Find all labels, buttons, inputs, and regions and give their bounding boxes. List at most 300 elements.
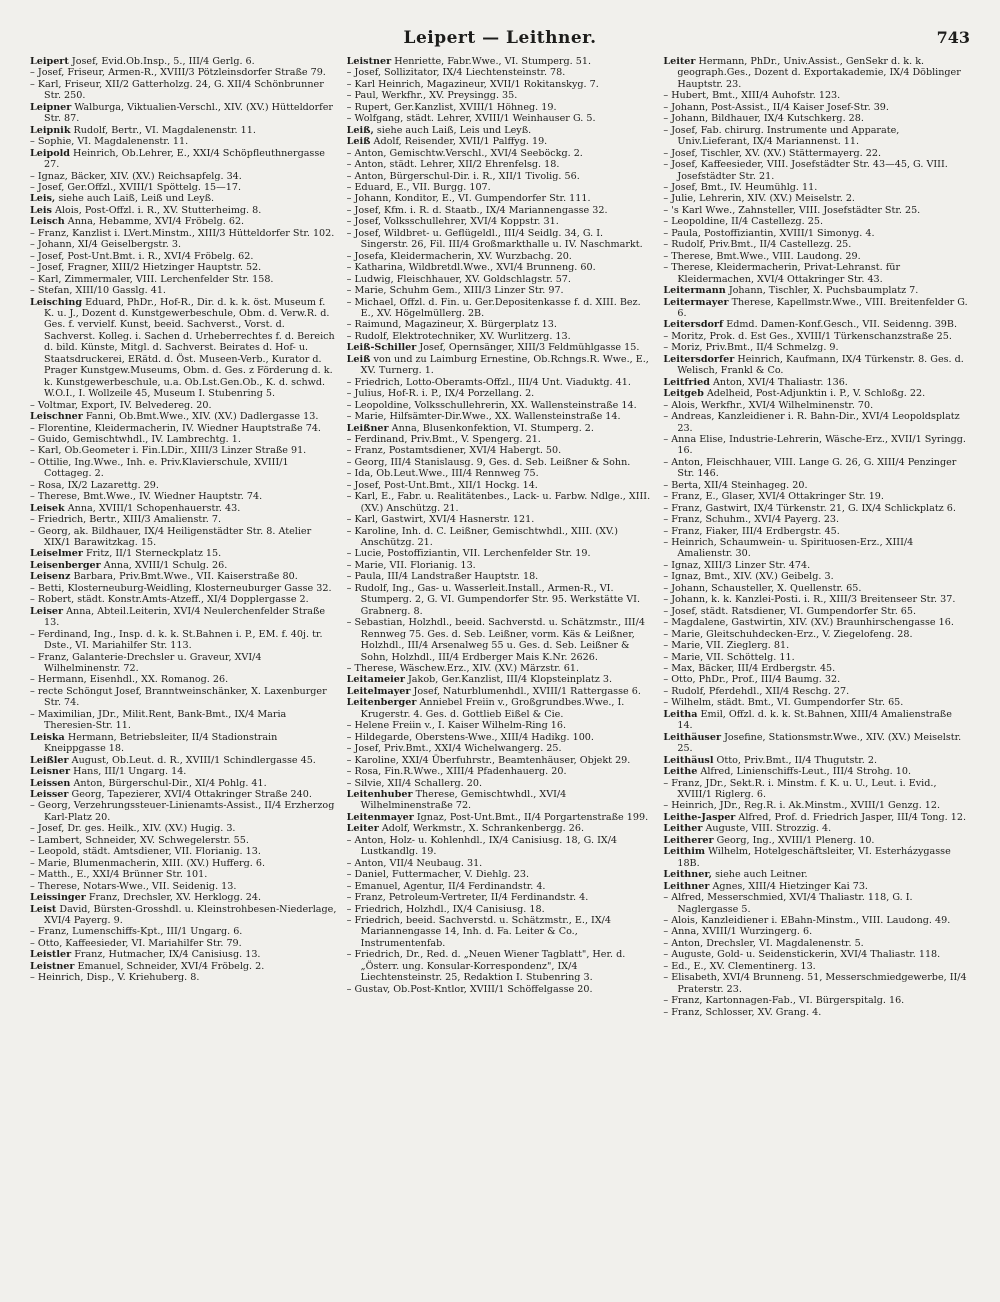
- entry-details: – Rudolf, Priv.Bmt., II/4 Castellezg. 25.: [663, 239, 852, 251]
- entry-details: Josef, Naturblumenhdl., XVIII/1 Rattergasse 6.: [413, 685, 641, 697]
- directory-entry: [663, 812, 970, 823]
- directory-entry: [30, 400, 337, 411]
- directory-entry: [30, 434, 337, 445]
- entry-details: – Ed., E., XV. Clementinerg. 13.: [663, 960, 816, 972]
- entry-details: – Magdalene, Gastwirtin, XIV. (XV.) Braunhirschengasse 16.: [663, 617, 954, 629]
- entry-details: – Auguste, Gold- u. Seidenstickerin, XVI/4 Thaliastr. 118.: [663, 949, 941, 961]
- directory-entry: [347, 56, 654, 67]
- entry-details: – Georg, Verzehrungssteuer-Linienamts-Assist., II/4 Erzherzog Karl-Platz 20.: [30, 800, 335, 823]
- entry-details: – Paula, Postoffiziantin, XVIII/1 Simonyg. 4.: [663, 227, 875, 239]
- entry-details: – Otto, Kaffeesieder, VI. Mariahilfer Str. 79.: [30, 937, 242, 949]
- entry-surname: Leitherer: [663, 834, 714, 846]
- directory-entry: [663, 652, 970, 663]
- entry-details: Edmd. Damen-Konf.Gesch., VII. Seidenng. 39B.: [726, 319, 958, 331]
- entry-details: – Marie, Gleitschuhdecken-Erz., V. Ziegelofeng. 28.: [663, 628, 913, 640]
- directory-entry: [347, 148, 654, 159]
- directory-entry: [663, 205, 970, 216]
- directory-entry: [663, 216, 970, 227]
- entry-details: – Friedrich, Bertr., XIII/3 Amalienstr. 7.: [30, 514, 222, 526]
- directory-entry: [347, 113, 654, 124]
- entry-details: – Josef, Kaffeesieder, VIII. Josefstädter Str. 43—45, G. VIII. Josefstädter Str. 21.: [663, 159, 948, 182]
- directory-entry: [347, 571, 654, 582]
- entry-details: – Josef, Sollizitator, IX/4 Liechtensteinstr. 78.: [346, 67, 566, 79]
- entry-details: Rudolf, Bertr., VI. Magdalenenstr. 11.: [73, 124, 256, 136]
- entry-details: – Ferdinand, Priv.Bmt., V. Spengerg. 21.: [346, 433, 541, 445]
- entry-details: – Marie, Schuhm Gem., XIII/3 Linzer Str. 97.: [346, 285, 564, 297]
- entry-details: Anna, Abteil.Leiterin, XVI/4 Neulerchenfelder Straße 13.: [44, 605, 326, 629]
- entry-details: – Sebastian, Holzhdl., beeid. Sachverstd. u. Schätzmstr., III/4 Rennweg 75. Ges. d. Seb. Leißner, vorm. Käs & Leißner, Holzhdl., III/4 Arsenalweg 55 u. Ges. d. Seb. Leißner & Sohn, Holzhdl., III/4 Erdberger Mais K.Nr. 2626.: [346, 617, 645, 663]
- entry-details: – Raimund, Magazineur, X. Bürgerplatz 13.: [346, 319, 557, 331]
- entry-surname: Leipold: [30, 147, 70, 159]
- entry-details: – Ignaz, Bmt., XIV. (XV.) Geibelg. 3.: [663, 571, 834, 583]
- directory-entry: [347, 812, 654, 823]
- entry-details: – Michael, Offzl. d. Fin. u. Ger.Depositenkasse f. d. XIII. Bez. E., XV. Högelmüllerg. 2B.: [346, 296, 641, 319]
- entry-details: – Robert, städt. Konstr.Amts-Atzeff., XI/4 Dopplergasse 2.: [30, 594, 309, 606]
- directory-entry: [663, 823, 970, 834]
- entry-details: – Anton, städt. Lehrer, XII/2 Ehrenfelsg. 18.: [346, 159, 560, 171]
- entry-details: – Rosa, IX/2 Lazarettg. 29.: [30, 479, 159, 491]
- directory-entry: [30, 79, 337, 102]
- entry-details: Emil, Offzl. d. k. k. St.Bahnen, XIII/4 Amalienstraße 14.: [677, 708, 952, 732]
- directory-entry: [30, 629, 337, 652]
- entry-details: – Matth., E., XXI/4 Brünner Str. 101.: [30, 869, 208, 881]
- directory-entry: [30, 869, 337, 880]
- directory-entry: [663, 297, 970, 320]
- entry-details: – Anna, XVIII/1 Wurzingerg. 6.: [663, 926, 813, 938]
- entry-details: – Marie, Blumenmacherin, XIII. (XV.) Hufferg. 6.: [30, 857, 266, 869]
- directory-entry: [663, 800, 970, 811]
- entry-details: – Silvie, XII/4 Schallerg. 20.: [346, 777, 483, 789]
- directory-entry: [30, 503, 337, 514]
- directory-entry: [663, 262, 970, 285]
- entry-details: – Franz, Galanterie-Drechsler u. Graveur, XVI/4 Wilhelminenstr. 72.: [30, 651, 262, 675]
- directory-entry: [30, 571, 337, 582]
- entry-details: – Therese, Kleidermacherin, Privat-Lehranst. für Kleidermachen, XVI/4 Ottakringer Str. 43.: [663, 262, 901, 285]
- directory-entry: [30, 926, 337, 937]
- directory-entry: [347, 319, 654, 330]
- directory-entry: [663, 995, 970, 1006]
- entry-details: – Maximilian, JDr., Milit.Rent, Bank-Bmt., IX/4 Maria Theresien-Str. 11.: [30, 708, 287, 732]
- directory-entry: [347, 205, 654, 216]
- directory-entry: [30, 789, 337, 800]
- entry-details: – Franz, Petroleum-Vertreter, II/4 Ferdinandstr. 4.: [346, 892, 589, 904]
- directory-entry: [30, 674, 337, 685]
- entry-details: Barbara, Priv.Bmt.Wwe., VII. Kaiserstraße 80.: [73, 571, 298, 583]
- directory-entry: [30, 778, 337, 789]
- directory-entry: [347, 674, 654, 685]
- directory-entry: [347, 159, 654, 170]
- entry-details: – Josef, Bmt., IV. Heumühlg. 11.: [663, 181, 818, 193]
- entry-details: – Elisabeth, XVI/4 Brunneng. 51, Messerschmiedgewerbe, II/4 Praterstr. 23.: [663, 972, 967, 995]
- entry-details: – Franz, Schlosser, XV. Grang. 4.: [663, 1006, 822, 1018]
- entry-details: – Anton, VII/4 Neubaug. 31.: [346, 857, 483, 869]
- entry-details: – Johann, XI/4 Geiselbergstr. 3.: [30, 239, 182, 251]
- entry-details: – Rudolf, Elektrotechniker, XV. Wurlitzerg. 13.: [346, 330, 571, 342]
- entry-details: – Josef, Ger.Offzl., XVIII/1 Spöttelg. 15—17.: [30, 181, 242, 193]
- entry-details: – Karl, Friseur, XII/2 Gatterholzg. 24, G. XII/4 Schönbrunner Str. 250.: [30, 78, 324, 102]
- entry-details: – Josef, Volksschullehrer, XVI/4 Koppstr. 31.: [346, 216, 559, 228]
- entry-surname: Leither: [663, 823, 703, 835]
- directory-entry: [30, 949, 337, 960]
- entry-details: Franz, Drechsler, XV. Herklogg. 24.: [88, 892, 262, 904]
- directory-entry: [663, 125, 970, 148]
- directory-entry: [663, 594, 970, 605]
- entry-details: Therese, Kapellmstr.Wwe., VIII. Breitenfelder G. 6.: [677, 296, 968, 319]
- directory-entry: [347, 548, 654, 559]
- entry-surname: Leiter: [346, 823, 379, 835]
- directory-entry: [30, 709, 337, 732]
- directory-entry: [663, 193, 970, 204]
- entry-details: – Paul, Werkfhr., XV. Preysingg. 35.: [346, 90, 518, 102]
- directory-entry: [30, 285, 337, 296]
- entry-surname: Leiß,: [346, 124, 374, 136]
- directory-entry: [347, 583, 654, 617]
- directory-entry: [347, 136, 654, 147]
- entry-surname: Leitersdorfer: [663, 353, 735, 365]
- entry-details: – Heinrich, JDr., Reg.R. i. Ak.Minstm., XVIII/1 Genzg. 12.: [663, 800, 941, 812]
- entry-details: – Therese, Notars-Wwe., VII. Seidenig. 13.: [30, 880, 237, 892]
- directory-entry: [663, 148, 970, 159]
- entry-surname: Leitermayer: [663, 296, 729, 308]
- entry-details: Hermann, Betriebsleiter, II/4 Stadionstrain Kneippgasse 18.: [44, 731, 278, 755]
- entry-surname: Leithner,: [663, 869, 713, 881]
- directory-entry: [663, 503, 970, 514]
- entry-details: – Josef, Fragner, XIII/2 Hietzinger Hauptstr. 52.: [30, 262, 262, 274]
- entry-details: Hermann, PhDr., Univ.Assist., GenSekr d. k. k. geograph.Ges., Dozent d. Exportakademie, IX/4 Döblinger Hauptstr. 23.: [677, 56, 961, 90]
- directory-entry: [663, 881, 970, 892]
- entry-surname: Leitenmayer: [346, 811, 414, 823]
- entry-details: siehe auch Laiß, Leis und Leyß.: [376, 124, 532, 136]
- entry-details: – Marie, Hilfsämter-Dir.Wwe., XX. Wallensteinstraße 14.: [346, 411, 621, 423]
- directory-entry: [663, 526, 970, 537]
- entry-details: Anna, XVIII/1 Schopenhauerstr. 43.: [67, 502, 241, 514]
- directory-entry: [347, 732, 654, 743]
- entry-details: – Josef, Priv.Bmt., XXI/4 Wichelwangerg. 25.: [346, 743, 562, 755]
- directory-entry: [347, 789, 654, 812]
- column-2: [347, 56, 654, 1288]
- directory-entry: [347, 297, 654, 320]
- directory-entry: [30, 732, 337, 755]
- directory-entry: [30, 938, 337, 949]
- directory-entry: [347, 228, 654, 251]
- entry-surname: Leiser: [30, 605, 64, 617]
- entry-details: – Sophie, VI. Magdalenenstr. 11.: [30, 136, 189, 148]
- directory-entry: [347, 869, 654, 880]
- directory-entry: [663, 514, 970, 525]
- entry-surname: Leis: [30, 204, 52, 216]
- entry-details: – Gustav, Ob.Post-Kntlor, XVIII/1 Schöffelgasse 20.: [346, 983, 593, 995]
- entry-details: Anton, Bürgerschul-Dir., XI/4 Pohlg. 41.: [73, 777, 267, 789]
- entry-details: Walburga, Viktualien-Verschl., XIV. (XV.) Hütteldorfer Str. 87.: [44, 101, 333, 125]
- directory-entry: [30, 193, 337, 204]
- entry-surname: Leitenberger: [346, 697, 417, 709]
- entry-details: – recte Schöngut Josef, Branntweinschänker, X. Laxenburger Str. 74.: [30, 685, 327, 709]
- directory-entry: [347, 766, 654, 777]
- directory-entry: [30, 56, 337, 67]
- directory-entry: [347, 171, 654, 182]
- entry-details: – Franz, Fiaker, III/4 Erdbergstr. 45.: [663, 525, 840, 537]
- directory-entry: [30, 457, 337, 480]
- directory-entry: [663, 1007, 970, 1018]
- directory-entry: [663, 182, 970, 193]
- directory-entry: [30, 892, 337, 903]
- directory-entry: [30, 136, 337, 147]
- directory-entry: [663, 56, 970, 90]
- directory-entry: [347, 285, 654, 296]
- entry-details: – Andreas, Kanzleidiener i. R. Bahn-Dir., XVI/4 Leopoldsplatz 23.: [663, 411, 960, 434]
- directory-entry: [347, 388, 654, 399]
- directory-entry: [347, 823, 654, 834]
- directory-entry: [663, 388, 970, 399]
- entry-details: Josef, Opernsänger, XIII/3 Feldmühlgasse 15.: [419, 342, 640, 354]
- directory-entry: [347, 445, 654, 456]
- directory-entry: [30, 274, 337, 285]
- directory-entry: [347, 434, 654, 445]
- directory-entry: [30, 239, 337, 250]
- entry-details: Alois, Post-Offzl. i. R., XV. Stutterheimg. 8.: [54, 204, 262, 216]
- column-1: [30, 56, 337, 1288]
- entry-details: – Betti, Klosterneuburg-Weidling, Klosterneuburger Gasse 32.: [30, 582, 332, 594]
- directory-entry: [663, 480, 970, 491]
- entry-details: – Josef, Tischler, XV. (XV.) Stättermayerg. 22.: [663, 147, 882, 159]
- column-3: [663, 56, 970, 1288]
- entry-details: – Karl, Zimmermaler, VIII. Lerchenfelder Str. 158.: [30, 273, 274, 285]
- entry-details: – Friedrich, beeid. Sachverstd. u. Schätzmstr., E., IX/4 Mariannengasse 14, Inh. d. Fa. Leiter & Co., Instrumentenfab.: [346, 914, 612, 949]
- entry-details: – Franz, Kartonnagen-Fab., VI. Bürgerspitalg. 16.: [663, 995, 905, 1007]
- entry-details: Eduard, PhDr., Hof-R., Dir. d. k. k. öst. Museum f. K. u. J., Dozent d. Kunstgewerbeschule, Obm. d. Verw.R. d. Ges. f. vervielf. Kunst, beeid. Sachverst., Vorst. d. Sachverst. Kolleg. i. Sachen d. Urheberrechtes f. d. Bereich d. bild. Künste, Mitgl. d. Sachverst. Beirates d. Hof- u. Staatsdruckerei, ERätd. d. Öst. Museen-Verb., Kurator d. Prager Kunstgew.Museums, Obm. d. Ges. z Förderung d. k. k. Kunstgewerbeschule, u.a. Ob.Lst.Gen.Ob., K. d. schwd. W.O.I., I. Wollzeile 45, Museum I. Stubenring 5.: [44, 296, 335, 400]
- entry-details: – Marie, VII. Florianig. 13.: [346, 559, 476, 571]
- entry-details: Anna, XVIII/1 Schulg. 26.: [103, 559, 228, 571]
- entry-details: – Ida, Ob.Leut.Wwe., III/4 Rennweg 75.: [346, 468, 539, 480]
- entry-details: – Guido, Gemischtwhdl., IV. Lambrechtg. 1.: [30, 433, 241, 445]
- entry-details: – Max, Bäcker, III/4 Erdbergstr. 45.: [663, 663, 836, 675]
- entry-details: – Rudolf, Ing., Gas- u. Wasserleit.Install., Armen-R., VI. Stumperg. 2, G. VI. Gumpendorfer Str. 95. Werkstätte VI. Grabnerg. 8.: [346, 582, 640, 617]
- entry-surname: Leipnik: [30, 124, 71, 136]
- entry-surname: Leisek: [30, 502, 65, 514]
- entry-details: – Karl, Ob.Geometer i. Fin.LDir., XIII/3 Linzer Straße 91.: [30, 445, 307, 457]
- directory-entry: [30, 583, 337, 594]
- entry-details: – Ottilie, Ing.Wwe., Inh. e. Priv.Klavierschule, XVIII/1 Cottageg. 2.: [30, 456, 289, 480]
- directory-entry: [347, 755, 654, 766]
- directory-entry: [30, 182, 337, 193]
- entry-details: Otto, Priv.Bmt., II/4 Thugutstr. 2.: [716, 754, 878, 766]
- directory-entry: [663, 319, 970, 330]
- directory-entry: [663, 331, 970, 342]
- directory-entry: [347, 720, 654, 731]
- entry-details: siehe auch Laiß, Leiß und Leyß.: [58, 193, 215, 205]
- directory-entry: [30, 766, 337, 777]
- directory-entry: [663, 755, 970, 766]
- entry-surname: Leithe: [663, 766, 698, 778]
- entry-details: – Lucie, Postoffiziantin, VII. Lerchenfelder Str. 19.: [346, 548, 591, 560]
- entry-surname: Leiß: [346, 353, 371, 365]
- entry-surname: Leisenz: [30, 571, 71, 583]
- directory-entry: [663, 732, 970, 755]
- directory-entry: [347, 617, 654, 663]
- entry-surname: Leithäusl: [663, 754, 714, 766]
- directory-entry: [663, 674, 970, 685]
- directory-entry: [347, 423, 654, 434]
- entry-surname: Leischner: [30, 411, 83, 423]
- entry-surname: Leist: [30, 903, 57, 915]
- entry-details: – Ignaz, Bäcker, XIV. (XV.) Reichsapfelg. 34.: [30, 170, 242, 182]
- entry-details: – Karl, E., Fabr. u. Realitätenbes., Lack- u. Farbw. Ndlge., XIII. (XV.) Anschützg. 21.: [346, 491, 651, 514]
- directory-entry: [663, 457, 970, 480]
- directory-entry: [30, 480, 337, 491]
- directory-entry: [347, 331, 654, 342]
- directory-entry: [663, 411, 970, 434]
- entry-details: David, Bürsten-Grosshdl. u. Kleinstrohbesen-Niederlage, XVI/4 Payerg. 9.: [44, 903, 337, 926]
- entry-surname: Leißner: [346, 422, 389, 434]
- entry-details: Anton, XVI/4 Thaliastr. 136.: [712, 376, 848, 388]
- entry-details: – Ludwig, Fleischhauer, XV. Goldschlagstr. 57.: [346, 273, 571, 285]
- directory-entry: [663, 606, 970, 617]
- directory-entry: [663, 915, 970, 926]
- directory-entry: [663, 113, 970, 124]
- directory-entry: [663, 434, 970, 457]
- directory-entry: [30, 686, 337, 709]
- entry-details: – Anton, Fleischhauer, VIII. Lange G. 26, G. XIII/4 Penzinger Str. 146.: [663, 456, 957, 480]
- entry-details: Georg, Ing., XVIII/1 Plenerg. 10.: [716, 834, 875, 846]
- entry-details: – Paula, III/4 Landstraßer Hauptstr. 18.: [346, 571, 539, 583]
- entry-details: – Wilhelm, städt. Bmt., VI. Gumpendorfer Str. 65.: [663, 697, 904, 709]
- directory-entry: [663, 949, 970, 960]
- entry-details: siehe auch Leitner.: [715, 869, 808, 881]
- entry-details: – Friedrich, Dr., Red. d. „Neuen Wiener Tagblatt", Her. d. „Österr. ung. Konsular-Korrespondenz", IX/4 Liechtensteinstr. 25, Redaktion I. Stubenring 3.: [346, 949, 626, 984]
- entry-details: Emanuel, Schneider, XVI/4 Fröbelg. 2.: [77, 960, 265, 972]
- directory-entry: [663, 491, 970, 502]
- directory-entry: [347, 491, 654, 514]
- entry-details: – Josefa, Kleidermacherin, XV. Wurzbachg. 20.: [346, 250, 572, 262]
- entry-surname: Leiß: [346, 136, 371, 148]
- directory-entry: [347, 262, 654, 273]
- entry-details: – Therese, Wäschew.Erz., XIV. (XV.) Märzstr. 61.: [346, 663, 580, 675]
- entry-details: – Josef, Friseur, Armen-R., XVIII/3 Pötzleinsdorfer Straße 79.: [30, 67, 326, 79]
- entry-details: Fritz, II/1 Sterneckplatz 15.: [86, 548, 222, 560]
- entry-details: – Berta, XII/4 Steinhageg. 20.: [663, 479, 808, 491]
- directory-entry: [30, 205, 337, 216]
- entry-details: – Franz, Gastwirt, IX/4 Türkenstr. 21, G. IX/4 Schlickplatz 6.: [663, 502, 956, 514]
- directory-entry: [663, 239, 970, 250]
- directory-entry: [30, 216, 337, 227]
- entry-details: Henriette, Fabr.Wwe., VI. Stumperg. 51.: [394, 56, 592, 67]
- directory-entry: [663, 926, 970, 937]
- directory-entry: [347, 858, 654, 869]
- directory-entry: [347, 904, 654, 915]
- directory-entry: [30, 228, 337, 239]
- directory-entry: [663, 90, 970, 101]
- entry-surname: Leitelmayer: [346, 685, 411, 697]
- directory-entry: [663, 972, 970, 995]
- directory-entry: [347, 342, 654, 353]
- directory-entry: [347, 125, 654, 136]
- entry-details: – Josef, städt. Ratsdiener, VI. Gumpendorfer Str. 65.: [663, 605, 917, 617]
- directory-entry: [663, 571, 970, 582]
- entry-details: Fanni, Ob.Bmt.Wwe., XIV. (XV.) Dadlergasse 13.: [85, 411, 319, 423]
- entry-details: – Leopoldine, II/4 Castellezg. 25.: [663, 216, 824, 228]
- entry-details: Anniebel Freiin v., Großgrundbes.Wwe., I. Krugerstr. 4. Ges. d. Gottlieb Eißel & Cie.: [360, 697, 625, 720]
- entry-details: Agnes, XIII/4 Hietzinger Kai 73.: [712, 880, 868, 892]
- entry-details: Wilhelm, Hotelgeschäftsleiter, VI. Esterházygasse 18B.: [677, 846, 951, 869]
- directory-entry: [30, 606, 337, 629]
- entry-details: – Friedrich, Lotto-Oberamts-Offzl., III/4 Unt. Viaduktg. 41.: [346, 376, 631, 388]
- entry-details: – Karoline, Inh. d. C. Leißner, Gemischtwhdl., XIII. (XV.) Anschützg. 21.: [346, 525, 618, 549]
- entry-surname: Leisching: [30, 296, 83, 308]
- directory-entry: [347, 90, 654, 101]
- directory-entry: [663, 583, 970, 594]
- page-number: 743: [936, 28, 970, 47]
- directory-entry: [663, 342, 970, 353]
- directory-entry: [663, 377, 970, 388]
- directory-entry: [347, 663, 654, 674]
- entry-details: – Wolfgang, städt. Lehrer, XVIII/1 Weinhauser G. 5.: [346, 113, 596, 125]
- directory-entry: [663, 617, 970, 628]
- entry-details: – Georg, ak. Bildhauer, IX/4 Heiligenstädter Str. 8. Atelier XIX/1 Barawitzkag. 15.: [30, 525, 312, 549]
- entry-surname: Leißler: [30, 754, 69, 766]
- directory-entry: [30, 526, 337, 549]
- entry-surname: Leitermann: [663, 285, 726, 297]
- directory-entry: [347, 778, 654, 789]
- directory-entry: [30, 800, 337, 823]
- entry-surname: Leitha: [663, 708, 698, 720]
- entry-details: – Johann, Konditor, E., VI. Gumpendorfer Str. 111.: [346, 193, 591, 205]
- entry-details: – Franz, Postamtsdiener, XVI/4 Habergt. 50.: [346, 445, 562, 457]
- directory-entry: [347, 457, 654, 468]
- directory-entry: [663, 686, 970, 697]
- directory-entry: [30, 823, 337, 834]
- directory-entry: [347, 560, 654, 571]
- entry-details: – Stefan, XIII/10 Gasslg. 41.: [30, 285, 166, 297]
- entry-details: – Marie, VII. Zieglerg. 81.: [663, 640, 790, 652]
- directory-entry: [347, 881, 654, 892]
- directory-entry: [663, 766, 970, 777]
- entry-surname: Leistner: [30, 960, 75, 972]
- entry-details: – Friedrich, Holzhdl., IX/4 Canisiusg. 18.: [346, 903, 545, 915]
- directory-entry: [30, 297, 337, 400]
- entry-details: – Ferdinand, Ing., Insp. d. k. k. St.Bahnen i. P., EM. f. 40j. tr. Dste., VI. Mariahilfer Str. 113.: [30, 628, 323, 652]
- directory-entry: [30, 846, 337, 857]
- entry-details: – Josef, Post-Unt.Bmt., XII/1 Hockg. 14.: [346, 479, 538, 491]
- directory-entry: [347, 468, 654, 479]
- entry-details: – Marie, VII. Schöttelg. 11.: [663, 651, 795, 663]
- entry-surname: Leithe-Jasper: [663, 811, 736, 823]
- entry-details: – Franz, Kanzlist i. LVert.Minstm., XIII/3 Hütteldorfer Str. 102.: [30, 227, 335, 239]
- directory-entry: [347, 915, 654, 949]
- entry-details: – Lambert, Schneider, XV. Schwegelerstr. 55.: [30, 834, 249, 846]
- entry-surname: Leisser: [30, 789, 69, 800]
- directory-entry: [347, 743, 654, 754]
- entry-details: – Julius, Hof-R. i. P., IX/4 Porzellang. 2.: [346, 388, 535, 400]
- directory-entry: [347, 686, 654, 697]
- entry-surname: Leiska: [30, 731, 65, 743]
- directory-entry: [30, 148, 337, 171]
- directory-entry: [347, 984, 654, 995]
- entry-details: – Johann, Bildhauer, IX/4 Kutschkerg. 28.: [663, 113, 864, 125]
- directory-entry: [347, 102, 654, 113]
- entry-surname: Leiselmer: [30, 548, 83, 560]
- entry-details: – Rosa, Fin.R.Wwe., XIII/4 Pfadenhauerg. 20.: [346, 766, 567, 778]
- directory-entry: [663, 354, 970, 377]
- directory-entry: [347, 411, 654, 422]
- entry-details: – Eduard, E., VII. Burgg. 107.: [346, 181, 491, 193]
- directory-entry: [347, 274, 654, 285]
- directory-entry: [347, 835, 654, 858]
- entry-details: – Josef, Dr. ges. Heilk., XIV. (XV.) Hugig. 3.: [30, 823, 236, 835]
- entry-details: Adolf, Reisender, XVII/1 Palffyg. 19.: [373, 136, 548, 148]
- directory-entry: [663, 961, 970, 972]
- entry-surname: Leisch: [30, 216, 65, 228]
- entry-details: Anna, Blusenkonfektion, VI. Stumperg. 2.: [391, 422, 594, 434]
